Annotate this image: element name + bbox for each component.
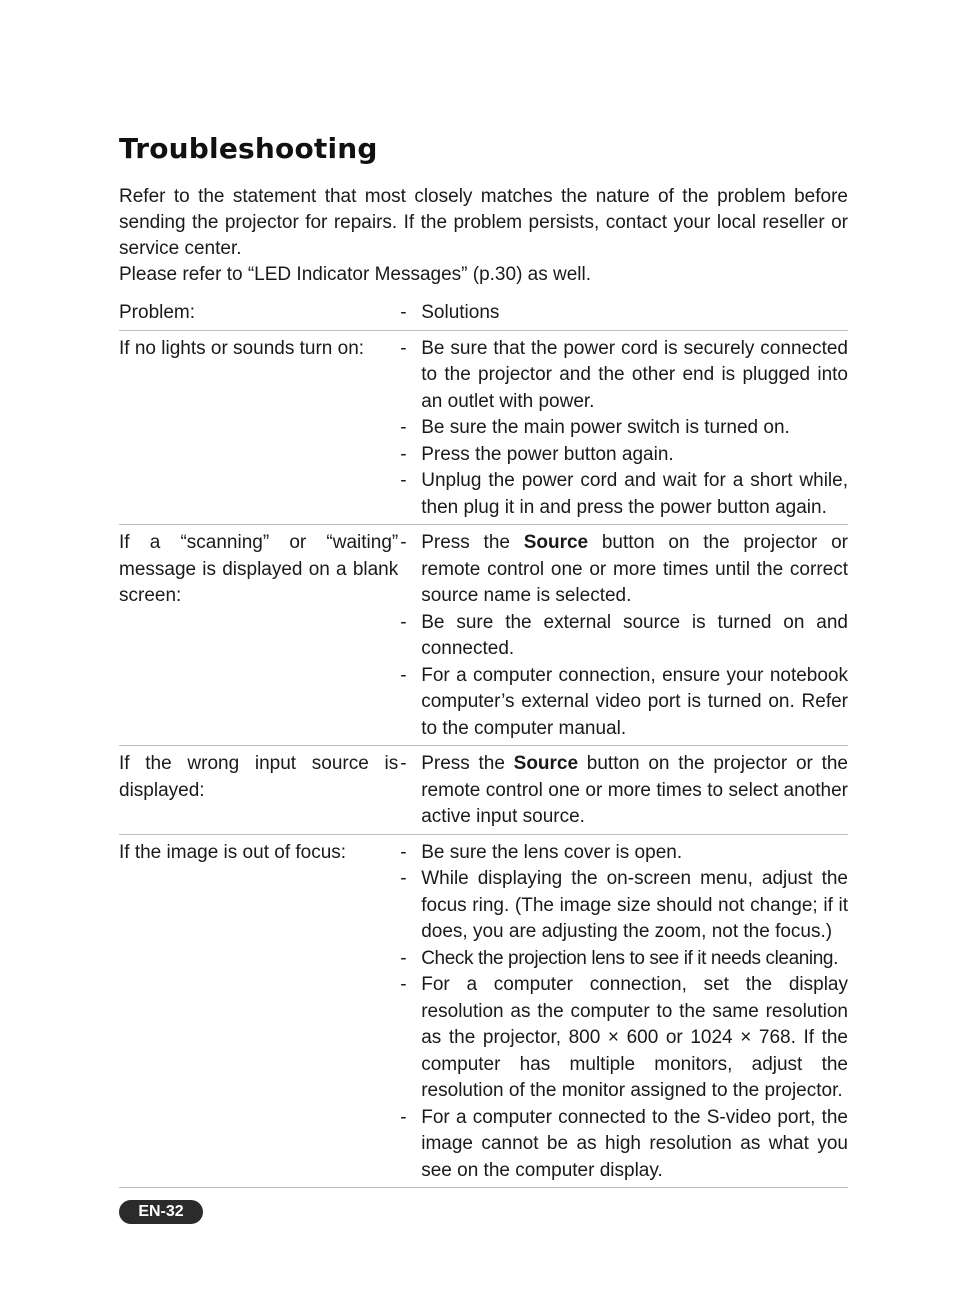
solution-text: Be sure that the power cord is securely connected to the projector and the other end is plugged into an outlet with power. <box>421 337 848 412</box>
intro-text <box>119 184 848 288</box>
solution-item <box>400 415 848 442</box>
source-button-name: Source <box>523 532 589 553</box>
table-row <box>119 331 848 526</box>
solution-text: For a computer connected to the S-video port, the image cannot be as high resolution as what you see on the computer display. <box>421 1106 848 1181</box>
intro-reference: Please refer to “LED Indicator Messages” (p.30) as well. <box>119 264 592 285</box>
bullet-dash: - <box>400 753 407 774</box>
bullet-dash: - <box>400 337 407 359</box>
bullet-dash: - <box>400 417 407 438</box>
solution-text: Unplug the power cord and wait for a short while, then plug it in and press the power button again. <box>421 470 848 518</box>
solution-list <box>400 751 848 831</box>
bullet-dash: - <box>400 1106 407 1128</box>
source-button-name: Source <box>513 753 579 774</box>
solution-text: Be sure the external source is turned on and connected. <box>421 611 848 659</box>
troubleshooting-table <box>119 298 848 1188</box>
bullet-dash: - <box>400 470 407 491</box>
solution-text: Press the Source button on the projector or remote control one or more times until the correct source name is selected. <box>421 532 848 606</box>
bullet-dash: - <box>400 947 407 969</box>
solution-list <box>400 840 848 1185</box>
bullet-dash: - <box>400 868 407 889</box>
solution-text: For a computer connection, set the display resolution as the computer to the same resolution as the projector, 800 × 600 or 1024 × 768. If the computer has multiple monitors, adjust the resolution of the monitor assigned to the projector. <box>421 974 848 1101</box>
solution-item <box>400 468 848 521</box>
solution-item <box>400 972 848 1105</box>
bullet-dash: - <box>400 664 407 686</box>
solution-item <box>400 866 848 946</box>
solution-text: Be sure the main power switch is turned on. <box>421 417 790 438</box>
table-row <box>119 746 848 835</box>
solution-list <box>400 336 848 522</box>
solution-item <box>400 751 848 831</box>
solution-item <box>400 530 848 610</box>
bullet-dash: - <box>400 611 407 633</box>
solution-text: While displaying the on-screen menu, adjust the focus ring. (The image size should not change; if it does, you are adjusting the zoom, not the focus.) <box>421 868 848 942</box>
solution-text: Press the Source button on the projector or the remote control one or more times to select another active input source. <box>421 753 848 827</box>
problem-text: If the image is out of focus: <box>119 841 347 863</box>
solution-list <box>400 530 848 742</box>
solution-text: Check the projection lens to see if it needs cleaning. <box>421 947 838 969</box>
solution-text: Press the power button again. <box>421 443 674 465</box>
table-row <box>119 525 848 746</box>
intro-paragraph: Refer to the statement that most closely matches the nature of the problem before sending the projector for repairs. If the problem persists, contact your local reseller or service center. <box>119 186 848 259</box>
header-problem: Problem: <box>119 302 196 323</box>
problem-text: If no lights or sounds turn on: <box>119 337 365 359</box>
page-title: Troubleshooting <box>119 132 378 165</box>
solution-item <box>400 1105 848 1185</box>
solution-item <box>400 663 848 743</box>
table-row <box>119 835 848 1189</box>
bullet-dash: - <box>400 443 407 465</box>
solution-item <box>400 336 848 416</box>
problem-text: If the wrong input source is displayed: <box>119 753 399 801</box>
solution-text: Be sure the lens cover is open. <box>421 841 683 863</box>
bullet-dash: - <box>400 841 407 863</box>
bullet-dash: - <box>400 974 407 995</box>
page-number-badge: EN-32 <box>119 1200 203 1224</box>
solution-text: For a computer connection, ensure your notebook computer’s external video port is turned on. Refer to the computer manual. <box>421 664 848 739</box>
bullet-dash: - <box>400 302 407 323</box>
bullet-dash: - <box>400 532 407 553</box>
solution-item <box>400 840 848 867</box>
solution-item <box>400 442 848 469</box>
header-solutions: Solutions <box>421 302 500 323</box>
solution-item <box>400 610 848 663</box>
table-header <box>119 298 848 331</box>
solution-item <box>400 946 848 973</box>
problem-text: If a “scanning” or “waiting” message is displayed on a blank screen: <box>119 532 399 606</box>
